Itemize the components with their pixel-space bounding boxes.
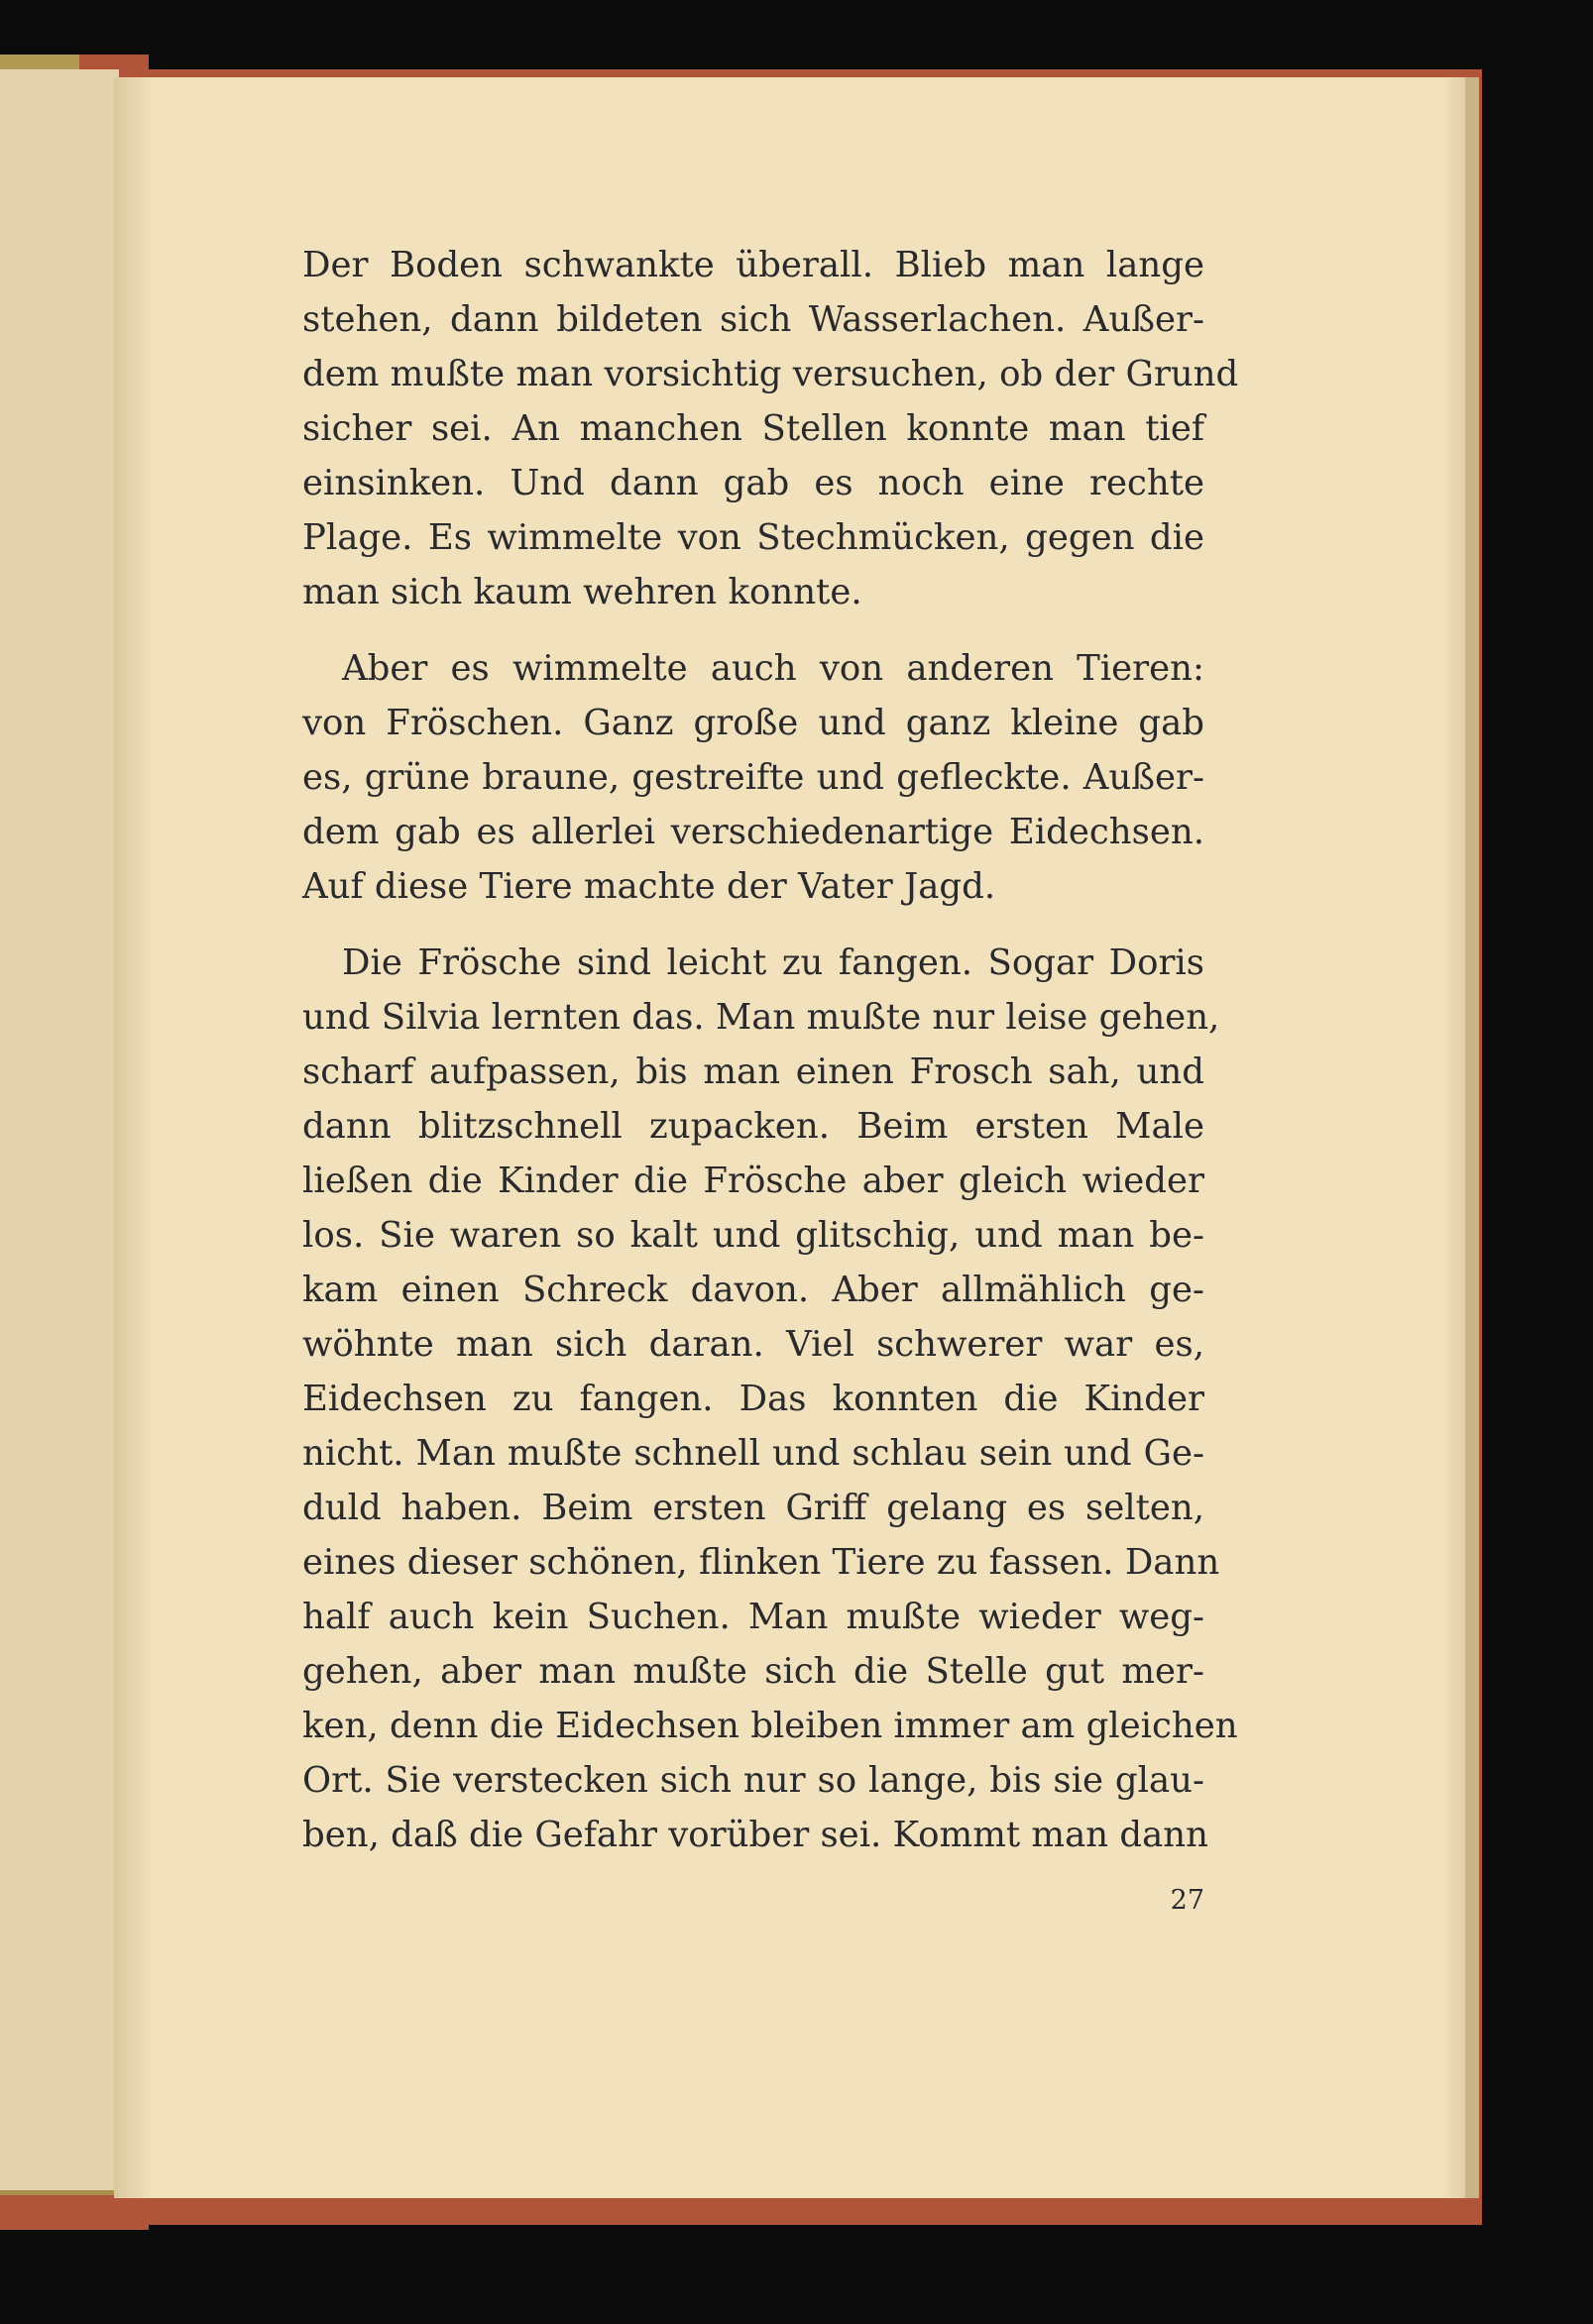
paragraph-1 — [302, 238, 1239, 619]
text-line: half auch kein Suchen. Man mußte wieder weg- — [302, 1597, 1204, 1637]
text-line: und Silvia lernten das. Man mußte nur leise gehen, — [302, 997, 1220, 1038]
paragraph-2 — [302, 641, 1204, 914]
text-line: scharf aufpassen, bis man einen Frosch sah, und — [302, 1051, 1204, 1092]
body-text — [302, 238, 1239, 1884]
text-line: nicht. Man mußte schnell und schlau sein und Ge- — [302, 1433, 1204, 1474]
text-line: sicher sei. An manchen Stellen konnte man tief — [302, 408, 1204, 449]
text-line: von Fröschen. Ganz große und ganz kleine gab — [302, 703, 1204, 743]
text-line: dann blitzschnell zupacken. Beim ersten Male — [302, 1106, 1204, 1147]
text-line: eines dieser schönen, flinken Tiere zu fassen. Dann — [302, 1542, 1220, 1583]
text-line: duld haben. Beim ersten Griff gelang es selten, — [302, 1488, 1204, 1528]
text-line: wöhnte man sich daran. Viel schwerer war es, — [302, 1324, 1204, 1365]
paragraph-3 — [302, 936, 1238, 1862]
text-line: Ort. Sie verstecken sich nur so lange, bis sie glau- — [302, 1760, 1204, 1801]
text-line: es, grüne braune, gestreifte und gefleckte. Außer- — [302, 757, 1204, 798]
text-line: ben, daß die Gefahr vorüber sei. Kommt man dann — [302, 1815, 1209, 1855]
text-line: kam einen Schreck davon. Aber allmählich ge- — [302, 1270, 1204, 1310]
text-line: Plage. Es wimmelte von Stechmücken, gegen die — [302, 517, 1204, 558]
text-line: Aber es wimmelte auch von anderen Tieren: — [342, 648, 1204, 689]
text-line: dem gab es allerlei verschiedenartige Eidechsen. — [302, 812, 1204, 852]
facing-page-edge — [0, 69, 119, 2190]
text-line: ließen die Kinder die Frösche aber gleich wieder — [302, 1161, 1204, 1201]
text-line: man sich kaum wehren konnte. — [302, 572, 862, 612]
text-line: stehen, dann bildeten sich Wasserlachen. Außer- — [302, 299, 1204, 340]
text-line: einsinken. Und dann gab es noch eine rechte — [302, 463, 1204, 503]
text-line: los. Sie waren so kalt und glitschig, und man be- — [302, 1215, 1204, 1256]
text-line: Der Boden schwankte überall. Blieb man lange — [302, 245, 1204, 285]
text-line: ken, denn die Eidechsen bleiben immer am gleichen — [302, 1706, 1238, 1746]
page-number: 27 — [1170, 1885, 1204, 1916]
text-line: dem mußte man vorsichtig versuchen, ob der Grund — [302, 354, 1239, 394]
page-edge-shadow — [1465, 77, 1479, 2198]
text-line: Eidechsen zu fangen. Das konnten die Kinder — [302, 1379, 1204, 1419]
text-line: gehen, aber man mußte sich die Stelle gut mer- — [302, 1651, 1204, 1692]
text-line: Die Frösche sind leicht zu fangen. Sogar Doris — [342, 942, 1204, 983]
text-line: Auf diese Tiere machte der Vater Jagd. — [302, 866, 996, 907]
